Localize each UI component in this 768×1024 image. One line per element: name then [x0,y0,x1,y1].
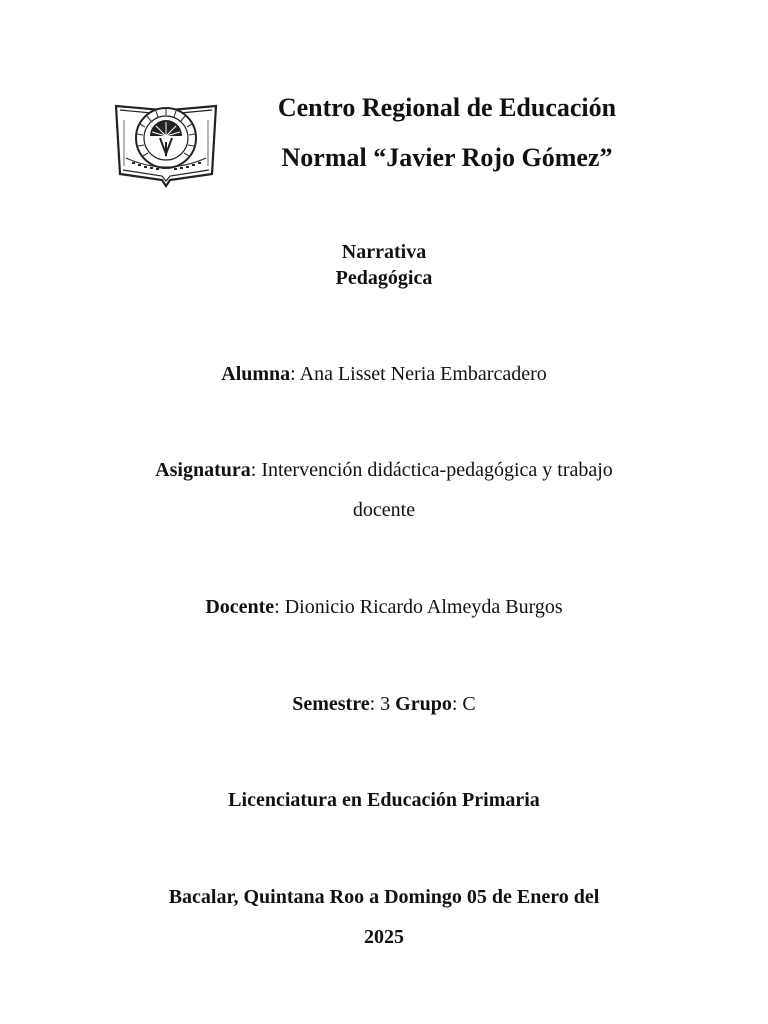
alumna-label: Alumna [221,363,291,385]
alumna-field: Alumna: Ana Lisset Neria Embarcadero [221,363,547,385]
place-date [104,877,664,957]
semestre-value: 3 [380,693,391,715]
asignatura-label: Asignatura [155,459,251,481]
docente-field: Docente: Dionicio Ricardo Almeyda Burgos [205,596,563,618]
semestre-label: Semestre [292,693,370,715]
asignatura-value-line2: docente [352,499,416,521]
docente-value: Dionicio Ricardo Almeyda Burgos [284,596,563,618]
document-type-line2: Pedagógica [335,267,433,289]
grupo-value: C [462,693,476,715]
document-type-line1: Narrativa [341,241,427,263]
institution-title-line2: Normal “Javier Rojo Gómez” [281,143,613,172]
escuela-normal-seal-icon [112,96,220,188]
place-date-line1: Bacalar, Quintana Roo a Domingo 05 de Enero del [168,886,600,908]
program-name: Licenciatura en Educación Primaria [228,789,540,811]
place-date-line2: 2025 [364,926,404,948]
alumna-value: Ana Lisset Neria Embarcadero [299,363,547,385]
semestre-grupo-field: Semestre: 3 Grupo: C [292,693,476,715]
grupo-label: Grupo [395,693,452,715]
docente-label: Docente [205,596,275,618]
institution-title-line1: Centro Regional de Educación [277,93,617,122]
asignatura-value-line1: Intervención didáctica-pedagógica y trabajo [261,459,613,481]
asignatura-field: Asignatura: Intervención didáctica-pedagógica y trabajo docente [104,450,664,530]
document-type [234,239,534,291]
